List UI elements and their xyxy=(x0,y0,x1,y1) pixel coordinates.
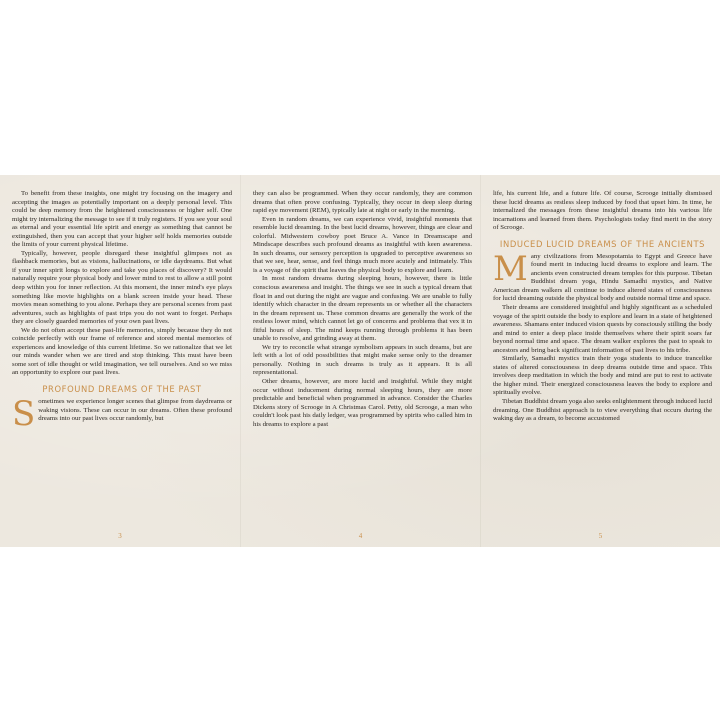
paragraph-text: ometimes we experience longer scenes that glimpse from daydreams or waking visions. These can occur in our dreams. Often these profound dreams into our past lives occur randomly, but xyxy=(38,398,232,423)
paragraph: Even in random dreams, we can experience vivid, insightful moments that resemble lucid dreaming. In the best lucid dreams, however, things are clear and colorful. Midwestern cowboy poet Bruce A. Vance in Dreamscape and Mindscape describes such profound dreams as insightful with keen awareness. In such dreams, our sensory perception is upgraded to perceptive awareness so that we see, hear, sense, and feel things much more acutely and intimately. This is a voyage of the spirit that leaves the physical body to explore and learn. xyxy=(253,215,472,274)
drop-cap: S xyxy=(12,394,36,435)
page-4-text xyxy=(253,190,472,530)
page-left xyxy=(0,175,240,547)
paragraph: Typically, however, people disregard these insightful glimpses not as flashback memories, but as visions, hallucinations, or idle daydreams. But what if your inner spirit longs to explore and take you places of discovery? It would naturally require your physical body and lower mind to rest to allow a still point deep within you for inner reflection. At this moment, the inner mind's eye plays something like movie highlights on a blank screen inside your head. These movies mean something to you alone. Perhaps they are personal scenes from past adventures, such as highlights of past trips you do not want to forget. Perhaps they are closely guarded memories of your own past lives. xyxy=(12,249,232,326)
paragraph-text: any civilizations from Mesopotamia to Egypt and Greece have found merit in inducing lucid dreams to explore and learn. The ancients even constructed dream temples for this purpose. Tibetan Buddhist dream yoga, Hindu Samadhi mystics, and Native American dream walkers all continue to induce altered states of consciousness for lucid dreaming outside the physical body and outside normal time and space. xyxy=(493,252,712,303)
paragraph: life, his current life, and a future life. Of course, Scrooge initially dismissed these lucid dreams as restless sleep induced by food that upset him. In time, he internalized the messages from these insightful dreams into his various life incarnations and learned from them. Psychologists today find merit in the story of Scrooge. xyxy=(493,190,712,232)
paragraph: We do not often accept these past-life memories, simply because they do not coincide perfectly with our frame of reference and stored mental memories of experiences and knowledge of this current lifetime. So we rationalize that we let our minds wander when we are tired and stop thinking. This must have been some sort of idle thought or wild imagination, we tell ourselves. And so we miss an opportunity to explore our past lives. xyxy=(12,326,232,377)
drop-cap: M xyxy=(493,248,528,289)
paragraph: To benefit from these insights, one might try focusing on the imagery and accepting the images as potentially important on a deeply personal level. This could be deep memory from the heightened consciousness or higher self. One might try internalizing the message to see if it truly registers. If you see your soul as eternal and your essential life spirit and energy as something that cannot be extinguished, then you can accept that your higher self holds memories outside the limits of your current physical lifetime. xyxy=(12,190,232,249)
page-number: 3 xyxy=(118,532,122,540)
paragraph-with-dropcap xyxy=(493,248,712,304)
page-number: 5 xyxy=(598,532,603,540)
paragraph: Similarly, Samadhi mystics train their yoga students to induce trancelike states of altered consciousness in deep dreams outside time and space. This involves deep meditation in which the body and mind are put to rest to activate the higher mind. Their energized consciousness leaves the body to explore and spiritually evolve. xyxy=(493,355,712,397)
page-3-text xyxy=(12,190,232,530)
paragraph: In most random dreams during sleeping hours, however, there is little conscious awareness and insight. The things we see in such a typical dream that float in and out during the night are vague and confusing. We are unable to fully identify which character in the dream represents us or whether all the characters in the dream represent us. These common dreams are generally the work of the restless lower mind, which cannot let go of concerns and problems that vex it in fitful hours of sleep. The mind keeps running through problems it has been unable to resolve, and grinding away at them. xyxy=(253,275,472,343)
page-5-text xyxy=(493,190,712,530)
paragraph: they can also be programmed. When they occur randomly, they are common dreams that often prove confusing. Typically, they occur in deep sleep during rapid eye movement (REM), typically late at night or early in the morning. xyxy=(253,190,472,215)
page-right xyxy=(480,175,720,547)
book-spread xyxy=(0,175,720,547)
paragraph-with-dropcap xyxy=(12,394,232,435)
paragraph: Tibetan Buddhist dream yoga also seeks enlightenment through induced lucid dreaming. One Buddhist approach is to view everything that occurs during the waking day as a dream, to become accustomed xyxy=(493,398,712,423)
paragraph: Other dreams, however, are more lucid and insightful. While they might occur without inducement during normal sleeping hours, they are more predictable and beneficial when programmed in advance. Consider the Charles Dickens story of Scrooge in A Christmas Carol. Petty, old Scrooge, a man who couldn't look past his daily ledger, was programmed by spirits who called him in his dreams to explore a past xyxy=(253,378,472,428)
paragraph: We try to reconcile what strange symbolism appears in such dreams, but are left with a lot of odd possibilities that might make sense only to the dreamer personally. Nothing in such dreams is truly as it appears. It is all representational. xyxy=(253,343,472,377)
section-heading: INDUCED LUCID DREAMS OF THE ANCIENTS xyxy=(499,238,706,249)
section-heading: PROFOUND DREAMS OF THE PAST xyxy=(42,384,202,395)
page-middle xyxy=(240,175,480,547)
page-number: 4 xyxy=(358,532,363,540)
paragraph: Their dreams are considered insightful and highly significant as a scheduled voyage of the spirit outside the body to explore and learn in a state of heightened awareness. Shamans enter induced vision quests by consciously stilling the body and mind to enter a deep place inside themselves where their spirit soars far beyond normal time and space. The dream walker explores the past to speak to ancestors and bring back significant information of past lives to his tribe. xyxy=(493,304,712,354)
